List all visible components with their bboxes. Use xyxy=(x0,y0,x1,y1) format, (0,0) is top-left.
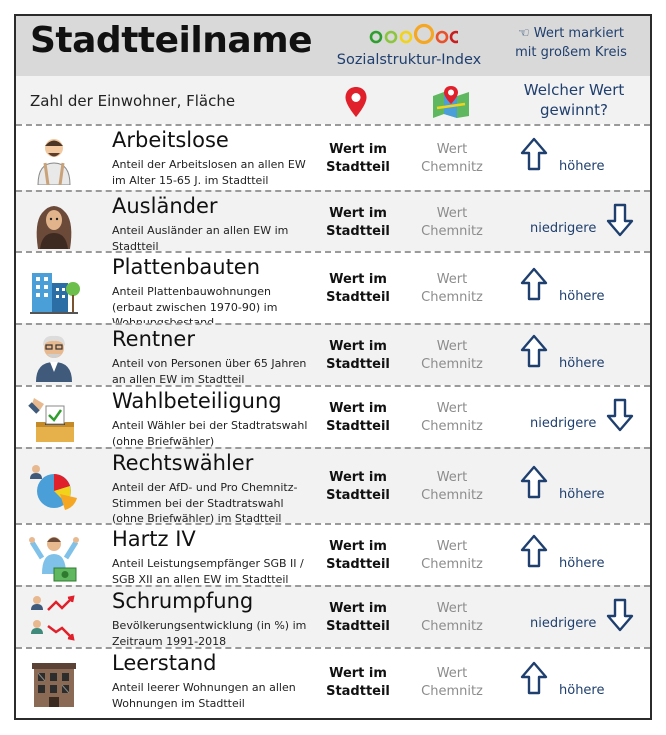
legend-note-line2: mit großem Kreis xyxy=(515,45,627,60)
local-value-line2: Stadtteil xyxy=(326,357,390,372)
indicator-description: Anteil Ausländer an allen EW im Stadtteil xyxy=(112,224,289,253)
indicator-card xyxy=(14,14,652,720)
city-value-line2: Chemnitz xyxy=(421,224,483,239)
arrow-down-icon xyxy=(606,203,634,237)
local-value-label xyxy=(316,469,400,505)
indicator-row xyxy=(16,385,650,447)
welfare-recipient-icon xyxy=(28,530,80,582)
page-title: Stadtteilname xyxy=(30,20,313,61)
legend-note-line1: ☜ Wert markiert xyxy=(517,26,624,41)
index-dot-2 xyxy=(386,32,396,42)
subheader-bar xyxy=(16,76,650,124)
winner-question-line2: gewinnt? xyxy=(539,101,609,119)
indicator-description: Bevölkerungsentwicklung (in %) im Zeitraum 1991-2018 xyxy=(112,619,307,648)
local-value-line1: Wert im xyxy=(329,539,387,554)
city-value-line2: Chemnitz xyxy=(421,160,483,175)
city-value-line1: Wert xyxy=(436,142,468,157)
city-value-label xyxy=(406,205,498,241)
traffic-light-dots-icon xyxy=(368,22,458,48)
indicator-row xyxy=(16,647,650,714)
local-value-line2: Stadtteil xyxy=(326,619,390,634)
indicator-description: Anteil Leistungsempfänger SGB II / SGB XII an allen EW im Stadtteil xyxy=(112,557,304,586)
city-value-line1: Wert xyxy=(436,601,468,616)
city-value-line1: Wert xyxy=(436,272,468,287)
city-value-label xyxy=(406,271,498,307)
city-value-line2: Chemnitz xyxy=(421,290,483,305)
indicator-name: Leerstand xyxy=(112,651,217,675)
city-value-label xyxy=(406,469,498,505)
city-value-label xyxy=(406,600,498,636)
city-value-line2: Chemnitz xyxy=(421,419,483,434)
city-value-line1: Wert xyxy=(436,339,468,354)
vacant-building-icon xyxy=(28,657,80,709)
local-value-label xyxy=(316,600,400,636)
city-value-line1: Wert xyxy=(436,401,468,416)
legend-note xyxy=(496,24,646,62)
winner-question-line1: Welcher Wert xyxy=(523,81,625,99)
index-dot-4-large xyxy=(416,26,433,43)
local-value-line2: Stadtteil xyxy=(326,557,390,572)
indicator-name: Ausländer xyxy=(112,194,218,218)
city-map-icon xyxy=(431,84,471,118)
higher-wins-label: höhere xyxy=(559,289,605,304)
local-value-label xyxy=(316,271,400,307)
indicator-name: Plattenbauten xyxy=(112,255,261,279)
indicator-name: Rentner xyxy=(112,327,195,351)
local-value-line1: Wert im xyxy=(329,206,387,221)
header-bar xyxy=(16,16,650,76)
arrow-down-icon xyxy=(606,398,634,432)
indicator-name: Schrumpfung xyxy=(112,589,254,613)
local-value-line1: Wert im xyxy=(329,272,387,287)
apartment-blocks-icon xyxy=(28,263,80,315)
indicator-description: Anteil der AfD- und Pro Chemnitz-Stimmen bei der Stadtratswahl (ohne Briefwähler) im Stadtteil xyxy=(112,481,298,525)
index-dot-1 xyxy=(371,32,381,42)
local-value-line1: Wert im xyxy=(329,470,387,485)
local-value-label xyxy=(316,538,400,574)
city-value-line2: Chemnitz xyxy=(421,684,483,699)
ballot-box-icon xyxy=(28,392,80,444)
index-dot-3 xyxy=(401,32,411,42)
city-value-line2: Chemnitz xyxy=(421,557,483,572)
arrow-up-icon xyxy=(520,534,548,568)
indicator-row xyxy=(16,124,650,190)
local-value-line1: Wert im xyxy=(329,666,387,681)
local-value-line1: Wert im xyxy=(329,339,387,354)
indicator-name: Wahlbeteiligung xyxy=(112,389,282,413)
local-value-label xyxy=(316,141,400,177)
city-value-line2: Chemnitz xyxy=(421,357,483,372)
lower-wins-label: niedrigere xyxy=(530,416,597,431)
indicator-description: Anteil Plattenbauwohnungen (erbaut zwischen 1970-90) im xyxy=(112,285,278,314)
city-value-label xyxy=(406,338,498,374)
index-label: Sozialstruktur-Index xyxy=(336,52,482,68)
local-value-line2: Stadtteil xyxy=(326,684,390,699)
higher-wins-label: höhere xyxy=(559,683,605,698)
indicator-row xyxy=(16,585,650,647)
local-value-line2: Stadtteil xyxy=(326,419,390,434)
population-decline-icon xyxy=(28,592,80,644)
city-value-line1: Wert xyxy=(436,470,468,485)
location-pin-icon xyxy=(344,86,368,118)
local-value-line2: Stadtteil xyxy=(326,224,390,239)
indicator-description: Anteil von Personen über 65 Jahren an allen EW im Stadtteil xyxy=(112,357,307,386)
city-value-line2: Chemnitz xyxy=(421,619,483,634)
indicator-row xyxy=(16,447,650,523)
arrow-up-icon xyxy=(520,137,548,171)
elderly-man-icon xyxy=(28,330,80,382)
local-value-line1: Wert im xyxy=(329,601,387,616)
higher-wins-label: höhere xyxy=(559,159,605,174)
higher-wins-label: höhere xyxy=(559,356,605,371)
local-value-label xyxy=(316,338,400,374)
index-dot-6 xyxy=(451,32,458,42)
city-value-label xyxy=(406,538,498,574)
indicator-name: Hartz IV xyxy=(112,527,196,551)
higher-wins-label: höhere xyxy=(559,556,605,571)
city-value-label xyxy=(406,141,498,177)
lower-wins-label: niedrigere xyxy=(530,221,597,236)
unemployed-person-icon xyxy=(28,133,80,185)
indicator-description: Anteil Wähler bei der Stadtratswahl (ohne Briefwähler) xyxy=(112,419,308,448)
city-value-label xyxy=(406,400,498,436)
arrow-up-icon xyxy=(520,267,548,301)
city-value-label xyxy=(406,665,498,701)
local-value-label xyxy=(316,205,400,241)
local-value-line2: Stadtteil xyxy=(326,488,390,503)
winner-question xyxy=(504,80,644,120)
city-value-line2: Chemnitz xyxy=(421,488,483,503)
indicator-row xyxy=(16,323,650,385)
arrow-up-icon xyxy=(520,661,548,695)
local-value-label xyxy=(316,665,400,701)
indicator-name: Arbeitslose xyxy=(112,128,229,152)
arrow-up-icon xyxy=(520,334,548,368)
indicator-rows xyxy=(16,124,650,714)
indicator-description: Anteil leerer Wohnungen an allen Wohnungen im Stadtteil xyxy=(112,681,296,710)
indicator-description: Anteil der Arbeitslosen an allen EW im Alter 15-65 J. im Stadtteil xyxy=(112,158,306,187)
pie-chart-voters-icon xyxy=(28,461,80,513)
population-area-label: Zahl der Einwohner, Fläche xyxy=(30,92,236,110)
local-value-line1: Wert im xyxy=(329,401,387,416)
indicator-row xyxy=(16,523,650,585)
indicator-name: Rechtswähler xyxy=(112,451,254,475)
arrow-down-icon xyxy=(606,598,634,632)
index-dot-5 xyxy=(437,32,447,42)
indicator-row xyxy=(16,190,650,251)
local-value-line1: Wert im xyxy=(329,142,387,157)
arrow-up-icon xyxy=(520,465,548,499)
city-value-line1: Wert xyxy=(436,206,468,221)
lower-wins-label: niedrigere xyxy=(530,616,597,631)
city-value-line1: Wert xyxy=(436,539,468,554)
hijab-woman-icon xyxy=(28,197,80,249)
indicator-row xyxy=(16,251,650,323)
local-value-line2: Stadtteil xyxy=(326,160,390,175)
city-value-line1: Wert xyxy=(436,666,468,681)
local-value-line2: Stadtteil xyxy=(326,290,390,305)
local-value-label xyxy=(316,400,400,436)
higher-wins-label: höhere xyxy=(559,487,605,502)
